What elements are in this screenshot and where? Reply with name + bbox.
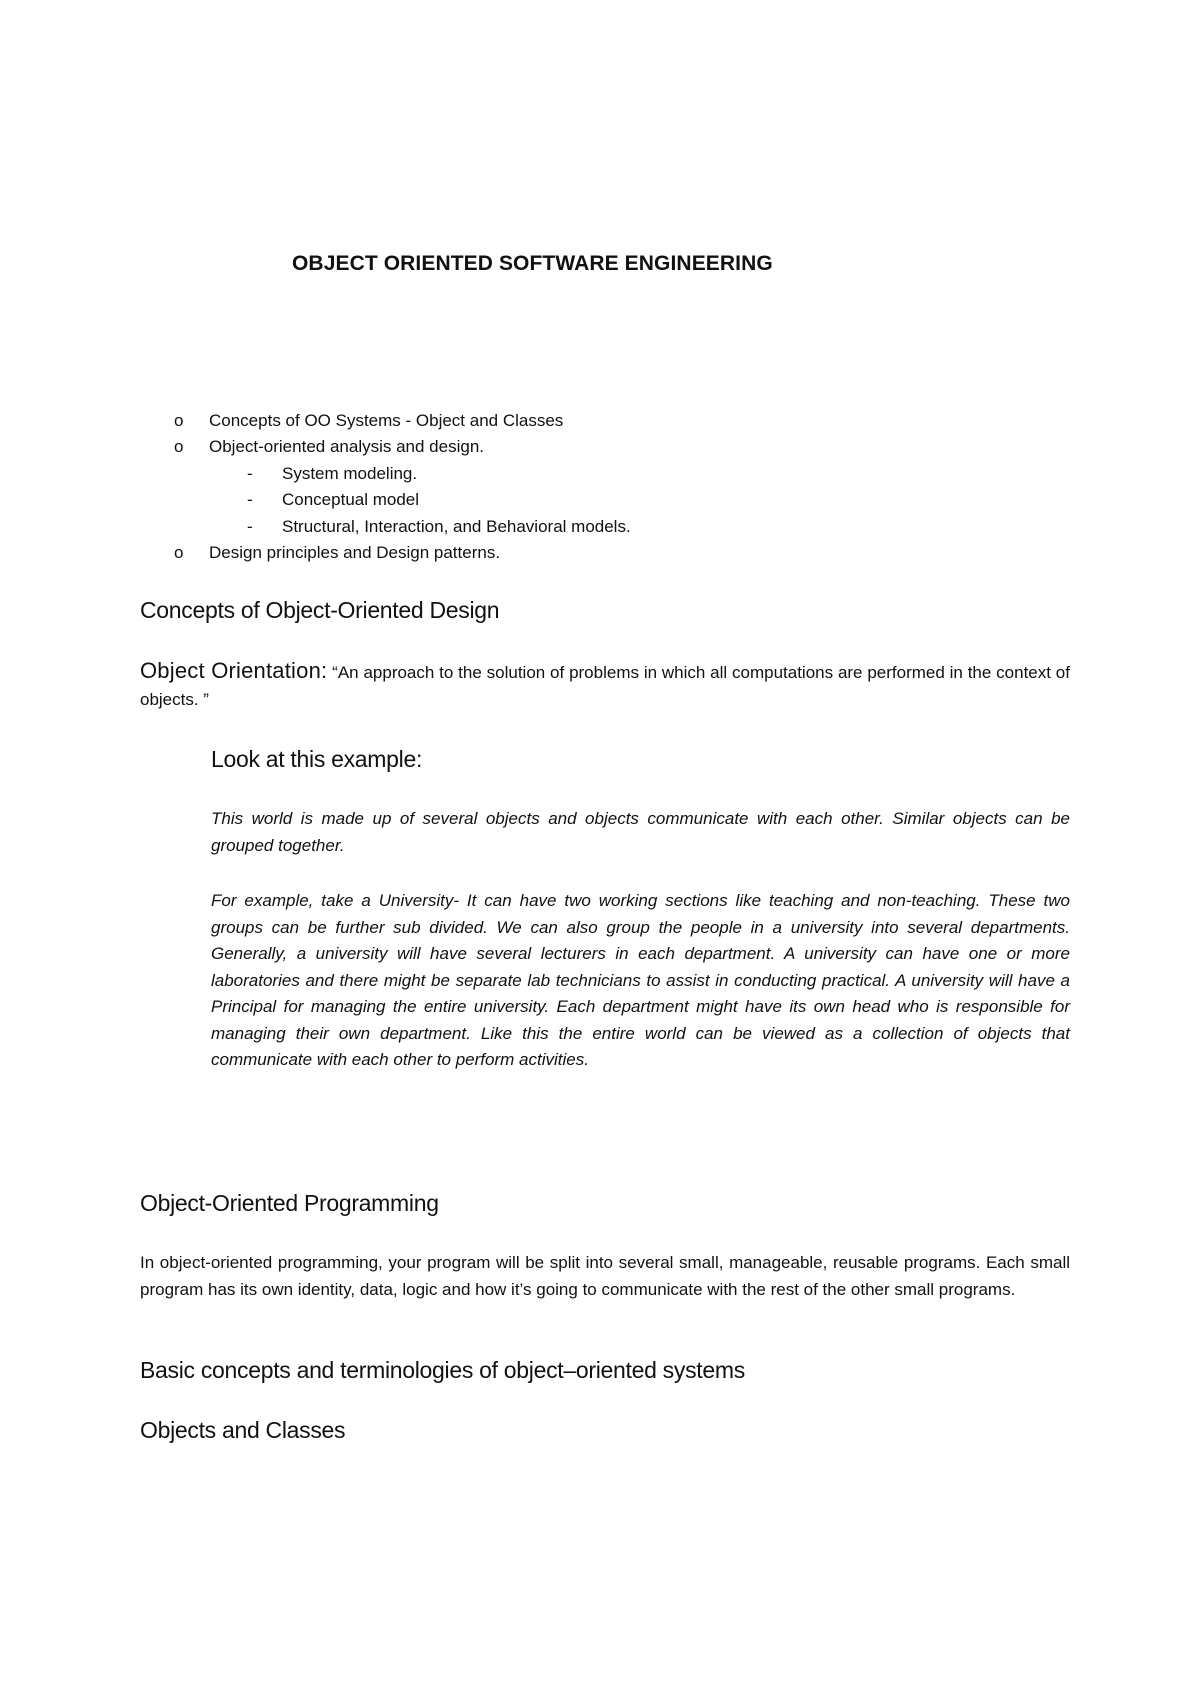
example-paragraph: For example, take a University- It can have two working sections like teaching and non-teaching. These two groups can be further sub divided. We can also group the people in a university into several departments. Generally, a university will have several lecturers in each department. A university can have one or more laboratories and there might be separate lab technicians to assist in conducting practical. A university will have a Principal for managing the entire university. Each department might have its own head who is responsible for managing their own department. Like this the entire world can be viewed as a collection of objects that communicate with each other to perform activities.	[211, 891, 1070, 1069]
outline-subitem-text: System modeling.	[282, 464, 418, 483]
dash-marker: -	[247, 490, 253, 509]
document-title: OBJECT ORIENTED SOFTWARE ENGINEERING	[292, 252, 773, 275]
example-paragraph: This world is made up of several objects and objects communicate with each other. Similar objects can be grouped together.	[211, 809, 1070, 855]
section-heading-oop: Object-Oriented Programming	[140, 1190, 439, 1216]
outline-item-text: Object-oriented analysis and design.	[209, 437, 484, 456]
definition-paragraph	[140, 658, 1070, 713]
bullet-marker: o	[174, 437, 184, 456]
outline-item-text: Design principles and Design patterns.	[209, 543, 501, 562]
outline-subitem-text: Structural, Interaction, and Behavioral models.	[282, 517, 631, 536]
dash-marker: -	[247, 464, 253, 483]
definition-text: “An approach to the solution of problems in which all computations are performed in the context of objects. ”	[140, 663, 1070, 709]
section-heading-basic-concepts: Basic concepts and terminologies of object–oriented systems	[140, 1357, 745, 1383]
bullet-marker: o	[174, 411, 184, 430]
outline-item-text: Concepts of OO Systems - Object and Classes	[209, 411, 564, 430]
section-heading-objects-classes: Objects and Classes	[140, 1417, 346, 1443]
dash-marker: -	[247, 517, 253, 536]
bullet-marker: o	[174, 543, 184, 562]
section-heading-oo-design: Concepts of Object-Oriented Design	[140, 597, 500, 623]
example-heading: Look at this example:	[211, 746, 423, 772]
definition-term: Object Orientation:	[140, 658, 328, 683]
outline-subitem-text: Conceptual model	[282, 490, 420, 509]
oop-paragraph: In object-oriented programming, your program will be split into several small, manageable, reusable programs. Each small program has its own identity, data, logic and how it’s going to communicate with the rest of the other small programs.	[140, 1253, 1070, 1299]
